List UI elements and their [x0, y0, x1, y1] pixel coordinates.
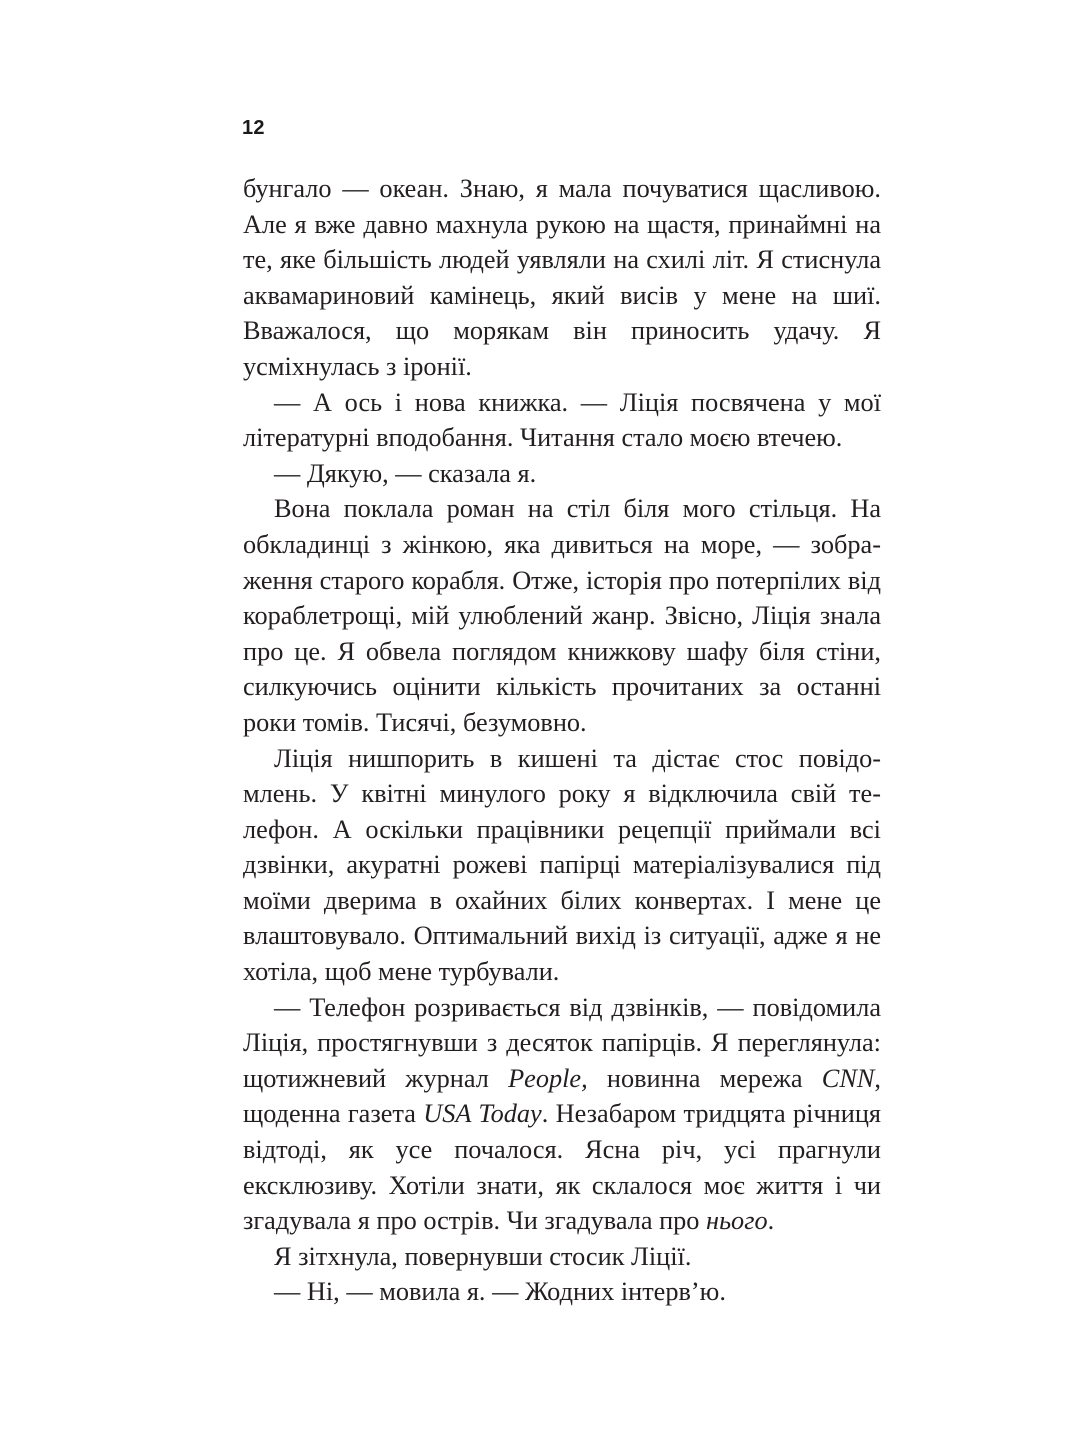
text-run: — А ось і нова книжка. — Ліція посвячена у мої літературні вподобання. Читання стало моєю втечею. [243, 387, 881, 453]
body-text-block [243, 171, 881, 1310]
paragraph [243, 491, 881, 740]
text-run: новинна мережа [587, 1063, 822, 1093]
italic-run: нього [706, 1206, 768, 1236]
text-run: — Ні, — мовила я. — Жодних інтерв’ю. [274, 1277, 726, 1307]
text-run: бунгало — океан. Знаю, я мала почуватися щасливою. Але я вже давно махнула рукою на щастя, принаймні на те, яке більшість людей уявляли на схилі літ. Я стиснула аквамариновий камінець, який висів у мене на шиї. Вважалося, що морякам він приносить удачу. Я усміхнулась з іронії. [243, 174, 881, 381]
text-run: . Незабаром тридцята річниця відтоді, як усе почалося. Ясна річ, усі прагнули ексклюзиву. Хотіли знати, як склалося моє життя і чи згадувала я про острів. Чи згадувала про [243, 1099, 881, 1236]
paragraph [243, 990, 881, 1239]
paragraph [243, 1239, 881, 1275]
text-run: — Дякую, — сказала я. [274, 458, 537, 488]
text-run: Вона поклала роман на стіл біля мого стільця. На обкладинці з жінкою, яка дивиться на море, — зображення старого корабля. Отже, історія про потерпілих від кораблетрощі, мій улюблений жанр. Звісно, Ліція знала про це. Я обвела поглядом книжкову шафу біля стіни, силкуючись оцінити кількість прочитаних за останні роки томів. Тисячі, безумовно. [243, 494, 881, 737]
italic-run: USA Today [423, 1099, 542, 1129]
text-run: . [767, 1206, 775, 1236]
paragraph [243, 385, 881, 456]
italic-run: CNN [821, 1063, 875, 1093]
paragraph [243, 741, 881, 990]
italic-run: People, [508, 1063, 588, 1093]
text-run: Ліція нишпорить в кишені та дістає стос повідомлень. У квітні минулого року я відключила свій телефон. А оскільки працівники рецепції приймали всі дзвінки, акуратні рожеві папірці матеріалізувалися під моїми дверима в охайних білих конвертах. І мене це влаштовувало. Оптимальний вихід із ситуації, адже я не хотіла, щоб мене турбували. [243, 743, 881, 987]
paragraph [243, 456, 881, 492]
text-run: Я зітхнула, повернувши стосик Ліції. [274, 1241, 692, 1271]
page-number: 12 [242, 117, 265, 139]
text-run: — Телефон розривається від дзвінків, — повідомила Ліція, простягнувши з десяток папірців. Я переглянула: щотижневий журнал [243, 992, 881, 1093]
text-run: , щоденна газета [243, 1063, 881, 1129]
paragraph [243, 1274, 881, 1310]
paragraph [243, 171, 881, 385]
